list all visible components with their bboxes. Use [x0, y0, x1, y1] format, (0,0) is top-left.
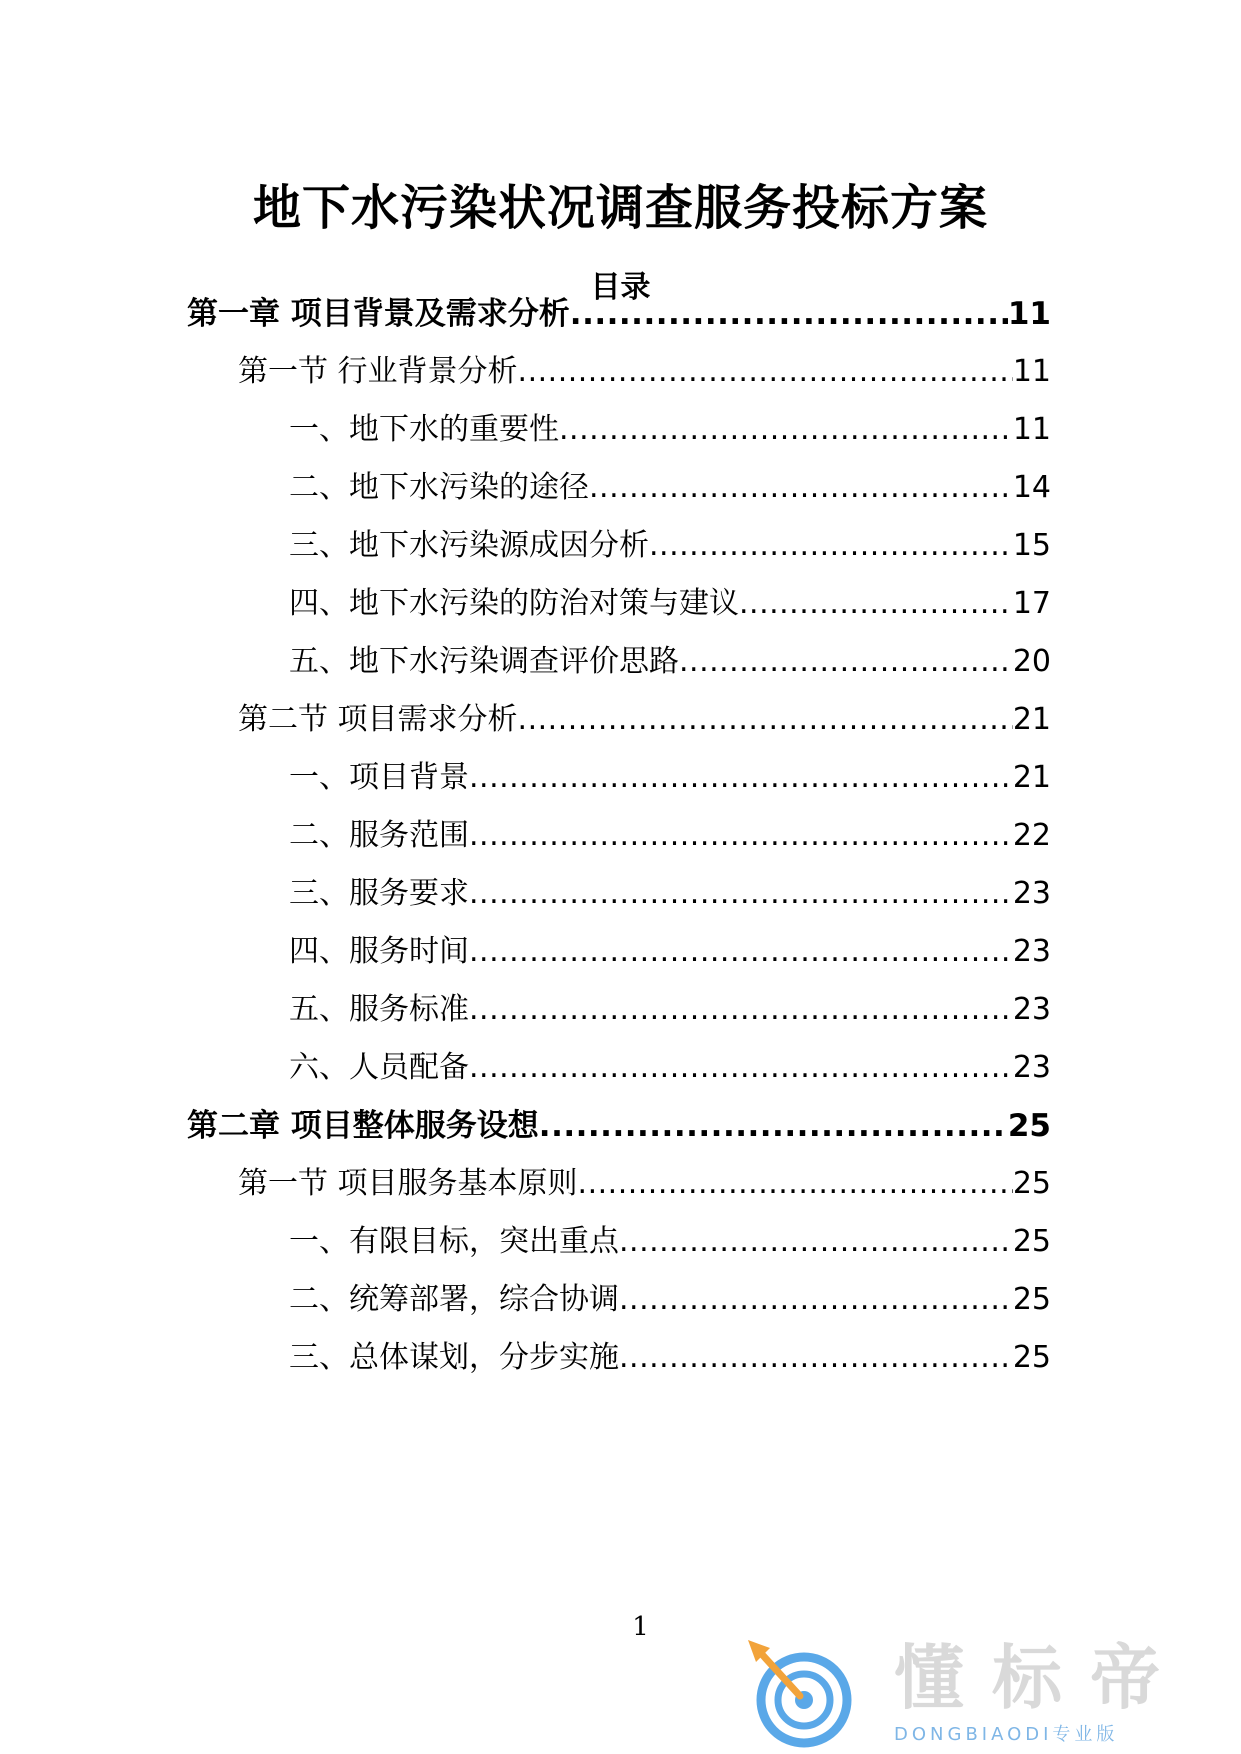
toc-entry[interactable]: [289, 988, 1051, 1032]
toc-entry-page: 21: [1012, 760, 1051, 795]
toc-entry[interactable]: [289, 582, 1051, 626]
toc-leader: [469, 988, 1013, 1032]
toc-entry[interactable]: [238, 350, 1051, 394]
toc-entry-page: 23: [1012, 934, 1051, 969]
toc-leader: [619, 1278, 1013, 1322]
toc-leader: [739, 582, 1013, 626]
toc-entry-page: 21: [1012, 702, 1051, 737]
toc-entry[interactable]: [289, 930, 1051, 974]
toc-heading: 目录: [590, 270, 651, 305]
toc-leader: [469, 1046, 1013, 1090]
toc-entry-page: 11: [1012, 412, 1051, 447]
toc-entry[interactable]: [289, 756, 1051, 800]
toc-entry[interactable]: [238, 1162, 1051, 1206]
watermark: [742, 1638, 1222, 1748]
toc-entry-page: 23: [1012, 992, 1051, 1027]
toc-entry-page: 11: [1007, 296, 1051, 332]
toc-entry-page: 25: [1012, 1166, 1051, 1201]
toc-leader: [649, 524, 1013, 568]
toc-leader: [570, 292, 1008, 336]
toc-entry-text: 四、服务时间: [289, 934, 469, 969]
toc-entry-text: 第一章 项目背景及需求分析: [187, 296, 570, 332]
toc-entry-text: 三、服务要求: [289, 876, 469, 911]
toc-entry-text: 六、人员配备: [289, 1050, 469, 1085]
toc-entry[interactable]: [289, 872, 1051, 916]
toc-leader: [619, 1336, 1013, 1380]
toc-entry[interactable]: [289, 466, 1051, 510]
toc-entry-page: 23: [1012, 1050, 1051, 1085]
toc-entry-text: 五、服务标准: [289, 992, 469, 1027]
toc-entry[interactable]: [289, 408, 1051, 452]
toc-entry-page: 15: [1012, 528, 1051, 563]
toc-entry[interactable]: [289, 1278, 1051, 1322]
page-number: 1: [632, 1612, 649, 1642]
watermark-subtitle: DONGBIAODI专业版: [894, 1724, 1119, 1745]
toc-leader: [679, 640, 1013, 684]
toc-entry-text: 第一节 行业背景分析: [238, 354, 518, 389]
document-title: 地下水污染状况调查服务投标方案: [252, 180, 988, 236]
toc-entry-page: 22: [1012, 818, 1051, 853]
toc-leader: [518, 698, 1013, 742]
toc-entry[interactable]: [238, 698, 1051, 742]
toc-entry-text: 三、地下水污染源成因分析: [289, 528, 649, 563]
toc-leader: [469, 930, 1013, 974]
toc-entry-text: 三、总体谋划，分步实施: [289, 1340, 619, 1375]
toc-entry-page: 25: [1012, 1282, 1051, 1317]
toc-entry-page: 17: [1012, 586, 1051, 621]
toc-leader: [589, 466, 1013, 510]
toc-entry-text: 一、有限目标，突出重点: [289, 1224, 619, 1259]
toc-leader: [469, 756, 1013, 800]
toc-entry-text: 一、项目背景: [289, 760, 469, 795]
toc-entry-text: 第一节 项目服务基本原则: [238, 1166, 578, 1201]
toc-entry[interactable]: [289, 1336, 1051, 1380]
toc-leader: [619, 1220, 1013, 1264]
toc-entry-text: 二、地下水污染的途径: [289, 470, 589, 505]
toc-leader: [469, 814, 1013, 858]
toc-entry-text: 四、地下水污染的防治对策与建议: [289, 586, 739, 621]
toc-entry-text: 五、地下水污染调查评价思路: [289, 644, 679, 679]
toc-leader: [578, 1162, 1013, 1206]
toc-entry-text: 第二章 项目整体服务设想: [187, 1108, 539, 1144]
toc-entry-text: 第二节 项目需求分析: [238, 702, 518, 737]
toc-entry[interactable]: [289, 1220, 1051, 1264]
toc-leader: [518, 350, 1013, 394]
watermark-name: 懂标帝: [894, 1637, 1188, 1719]
toc-entry[interactable]: [289, 524, 1051, 568]
toc-leader: [539, 1104, 1008, 1148]
toc-entry-text: 二、服务范围: [289, 818, 469, 853]
toc-entry-text: 二、统筹部署，综合协调: [289, 1282, 619, 1317]
target-arrow-logo-icon: [742, 1638, 867, 1748]
toc-entry[interactable]: [187, 1104, 1051, 1148]
toc-entry-page: 25: [1012, 1340, 1051, 1375]
toc-entry-page: 20: [1012, 644, 1051, 679]
toc-entry-page: 25: [1007, 1108, 1051, 1144]
toc-entry-page: 14: [1012, 470, 1051, 505]
toc-entry[interactable]: [289, 814, 1051, 858]
toc-entry[interactable]: [289, 640, 1051, 684]
toc-entry-page: 23: [1012, 876, 1051, 911]
toc-entry-page: 11: [1012, 354, 1051, 389]
toc-leader: [559, 408, 1013, 452]
toc-entry[interactable]: [289, 1046, 1051, 1090]
toc-entry-text: 一、地下水的重要性: [289, 412, 559, 447]
toc-entry-page: 25: [1012, 1224, 1051, 1259]
toc-leader: [469, 872, 1013, 916]
toc-entry[interactable]: [187, 292, 1051, 336]
